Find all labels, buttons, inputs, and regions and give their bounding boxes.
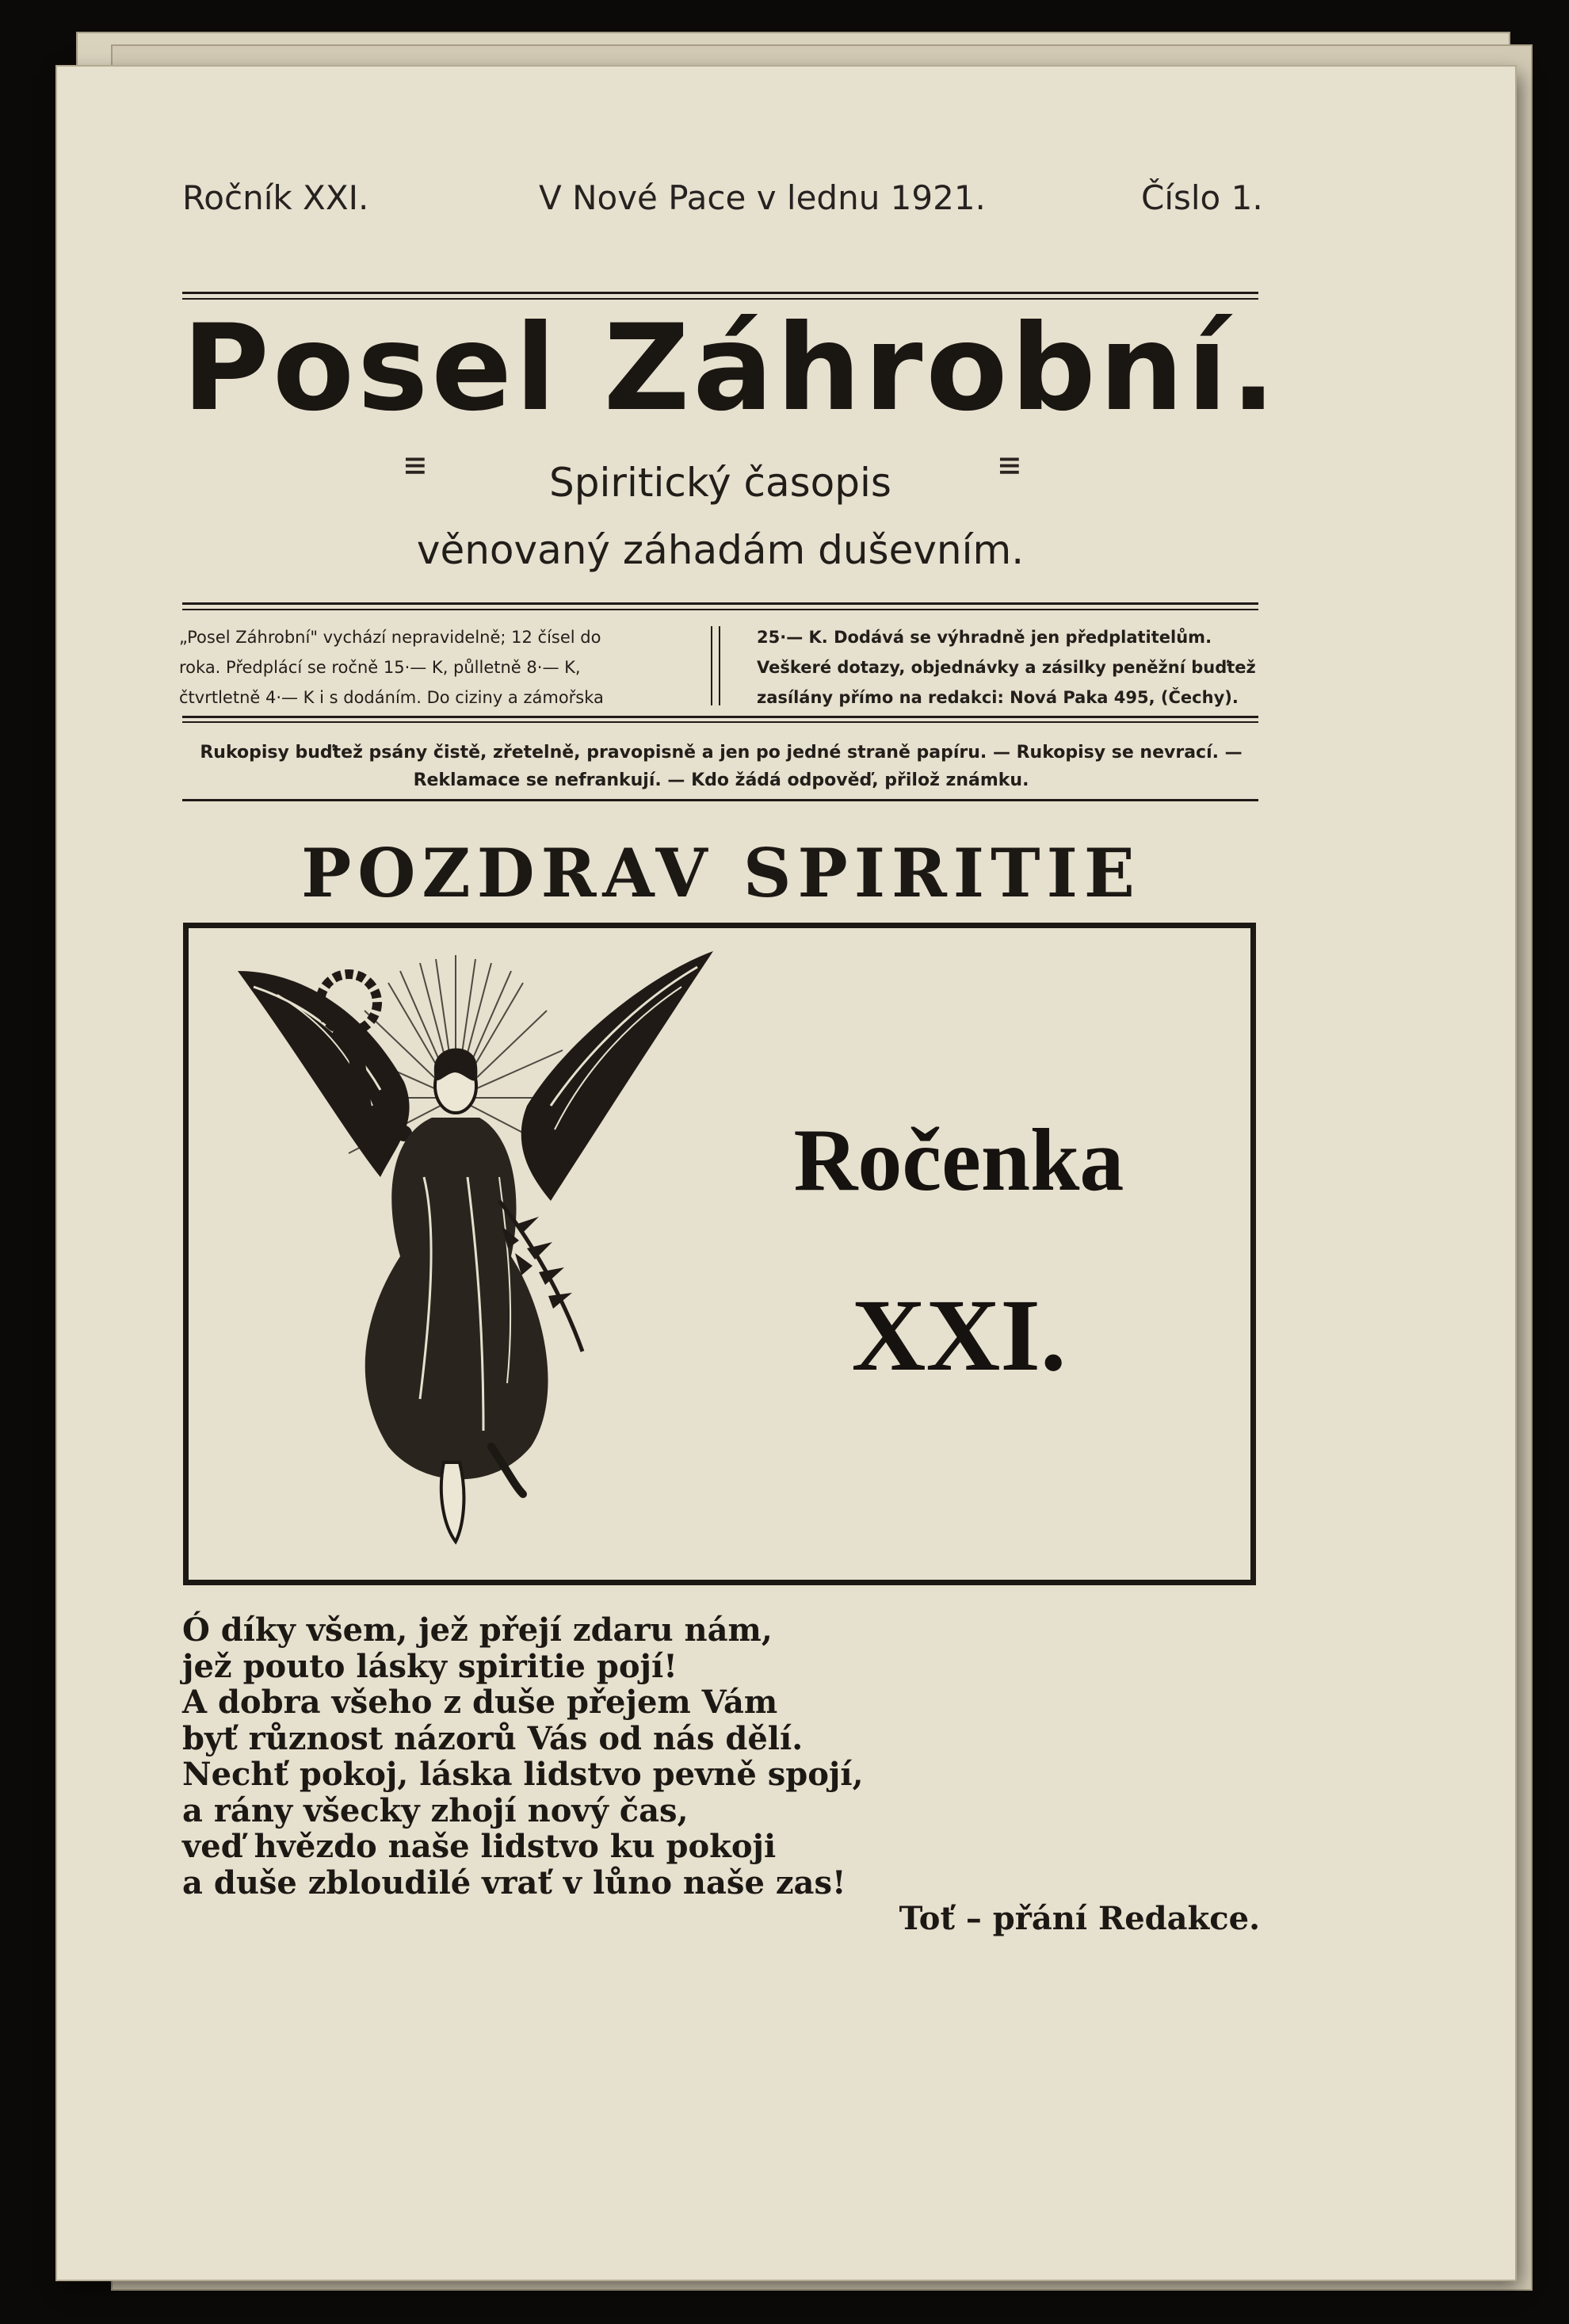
info-divider-2 xyxy=(719,626,720,705)
info-right-line-1: 25·— K. Dodává se výhradně jen předplatitelům. xyxy=(757,628,1212,647)
notice-rule-bottom xyxy=(182,799,1258,801)
poem-line-5: Nechť pokoj, láska lidstvo pevně spojí, xyxy=(182,1756,864,1793)
yearbook-numeral: XXI. xyxy=(851,1279,1067,1393)
subtitle-line-1: Spiritický časopis xyxy=(549,460,891,506)
info-rule-top-1 xyxy=(182,602,1258,605)
info-rule-mid-2 xyxy=(182,721,1258,723)
poem-line-3: A dobra všeho z duše přejem Vám xyxy=(182,1684,778,1721)
info-left-line-2: roka. Předplácí se ročně 15·— K, půlletně 8·— K, xyxy=(179,658,581,677)
info-right-line-2: Veškeré dotazy, objednávky a zásilky peněžní buďtež xyxy=(757,658,1256,677)
place-date-label: V Nové Pace v lednu 1921. xyxy=(539,178,986,217)
info-rule-top-2 xyxy=(182,609,1258,610)
subscription-info-left xyxy=(179,622,604,713)
manuscript-notice-line-1: Rukopisy buďtež psány čistě, zřetelně, pravopisně a jen po jedné straně papíru. — Rukopisy se nevrací. — xyxy=(200,743,1243,763)
poem-line-2: jež pouto lásky spiritie pojí! xyxy=(182,1647,678,1685)
info-right-line-3: zasílány přímo na redakci: Nová Paka 495, (Čechy). xyxy=(757,688,1239,707)
poem-signature: Toť – přání Redakce. xyxy=(899,1900,1260,1937)
info-divider-1 xyxy=(711,626,712,705)
masthead-title: Posel Záhrobní. xyxy=(182,300,1279,438)
greeting-headline: POZDRAV SPIRITIE xyxy=(301,834,1141,912)
yearbook-label: Ročenka xyxy=(793,1111,1124,1210)
ornament-left-icon: ≡ xyxy=(404,443,426,486)
poem-line-8: a duše zbloudilé vrať v lůno naše zas! xyxy=(182,1863,846,1902)
poem-line-7: veď hvězdo naše lidstvo ku pokoji xyxy=(182,1828,777,1865)
volume-label: Ročník XXI. xyxy=(182,178,369,217)
issue-info-row xyxy=(124,178,1263,289)
manuscript-notice-line-2: Reklamace se nefrankují. — Kdo žádá odpověď, přilož známku. xyxy=(413,770,1029,790)
angel-with-wreath-icon xyxy=(230,939,737,1573)
subtitle-line-2: věnovaný záhadám duševním. xyxy=(416,527,1025,573)
header-rule-top xyxy=(182,292,1258,294)
greeting-poem xyxy=(182,1612,1276,1937)
poem-line-6: a rány všecky zhojí nový čas, xyxy=(182,1791,689,1829)
info-left-line-1: „Posel Záhrobní" vychází nepravidelně; 12 čísel do xyxy=(179,628,601,647)
poem-line-1: Ó díky všem, jež přejí zdaru nám, xyxy=(182,1611,773,1649)
poem-line-4: byť různost názorů Vás od nás dělí. xyxy=(182,1719,804,1757)
info-rule-mid xyxy=(182,716,1258,718)
issue-number-label: Číslo 1. xyxy=(1141,178,1263,217)
ornament-right-icon: ≡ xyxy=(998,443,1021,486)
info-left-line-3: čtvrtletně 4·— K i s dodáním. Do ciziny a zámořska xyxy=(179,688,604,707)
subscription-info-right xyxy=(757,622,1256,713)
